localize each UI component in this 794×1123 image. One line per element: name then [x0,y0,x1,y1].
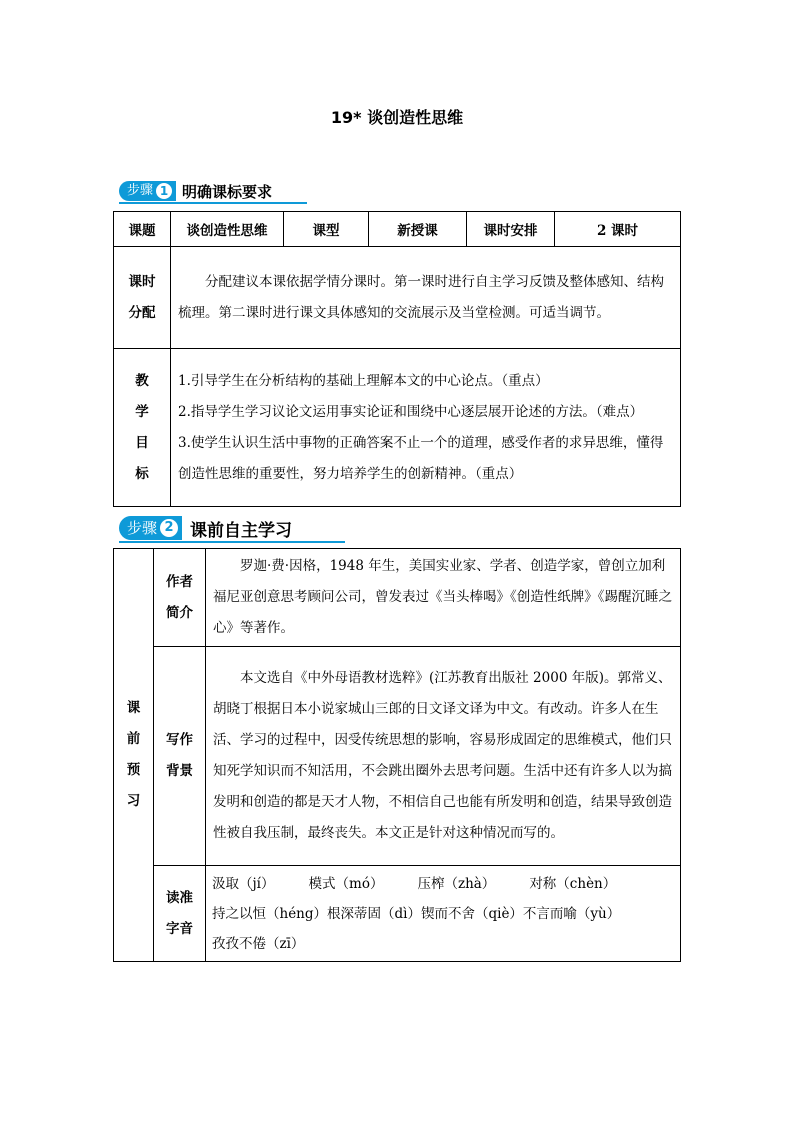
step-2-header [119,517,292,539]
author-label: 作者 简介 [154,549,206,647]
step-2-underline [119,541,345,543]
step-1-underline [119,202,307,204]
preview-side-label: 课 前 预 习 [114,549,154,962]
author-intro-text: 罗迦·费·因格，1948 年生，美国实业家、学者、创造学家，曾创立加利福尼亚创意思考顾问公司，曾发表过《当头棒喝》《创造性纸牌》《踢醒沉睡之心》等著作。 [206,549,681,647]
objective-1: 1.引导学生在分析结构的基础上理解本文的中心论点。（重点） [178,372,549,389]
step-1-number: 1 [156,183,172,199]
table-row [114,349,681,507]
allocation-label: 课时 分配 [114,247,171,349]
list-item: 汲取（jí） [212,875,275,892]
objectives-list [171,349,681,507]
list-item: 对称（chèn） [529,875,617,892]
allocation-text: 分配建议本课依据学情分课时。第一课时进行自主学习反馈及整体感知、结构梳理。第二课时进行课文具体感知的交流展示及当堂检测。可适当调节。 [171,247,681,349]
step-2-title: 课前自主学习 [190,520,293,541]
objectives-label: 教 学 目 标 [114,349,171,507]
background-label: 写作 背景 [154,647,206,866]
preview-table [113,548,681,962]
step-2-number: 2 [160,519,178,537]
header-topic-value: 谈创造性思维 [171,212,284,247]
pronunciation-label: 读准 字音 [154,866,206,962]
page-title: 19* 谈创造性思维 [330,108,464,127]
table-row [114,212,681,247]
table-row [114,549,681,647]
header-topic-label: 课题 [114,212,171,247]
background-text: 本文选自《中外母语教材选粹》(江苏教育出版社 2000 年版)。郭常义、胡晓丁根据日本小说家城山三郎的日文译文译为中文。有改动。许多人在生活、学习的过程中，因受传统思想的影响，容易形成固定的思维模式，他们只知死学知识而不知活用，不会跳出圈外去思考问题。生活中还有许多人以为搞发明和创造的都是天才人物，不相信自己也能有所发明和创造，结果导致创造性被自我压制，最终丧失。本文正是针对这种情况而写的。 [206,647,681,866]
pronunciation-line-1 [212,869,674,899]
step-1-title: 明确课标要求 [182,182,273,201]
course-requirements-table [113,211,681,507]
table-row [114,247,681,349]
objective-3: 3.使学生认识生活中事物的正确答案不止一个的道理，感受作者的求异思维，懂得创造性思维的重要性，努力培养学生的创新精神。（重点） [178,434,664,482]
header-schedule-label: 课时安排 [467,212,555,247]
header-type-label: 课型 [284,212,369,247]
header-schedule-value: 2 课时 [555,212,681,247]
step-1-badge [119,181,176,201]
list-item: 模式（mó） [308,875,384,892]
pronunciation-list [206,866,681,962]
table-row [114,866,681,962]
table-row [114,647,681,866]
step-2-badge [119,516,182,540]
pronunciation-line-3: 孜孜不倦（zī） [212,935,305,952]
objective-2: 2.指导学生学习议论文运用事实论证和围绕中心逐层展开论述的方法。（难点） [178,403,644,420]
list-item: 压榨（zhà） [417,875,496,892]
step-1-header [119,180,272,202]
step-1-badge-label: 步骤 [127,183,154,198]
step-2-badge-label: 步骤 [127,519,158,537]
header-type-value: 新授课 [369,212,467,247]
pronunciation-line-2: 持之以恒（héng）根深蒂固（dì）锲而不舍（qiè）不言而喻（yù） [212,905,621,922]
